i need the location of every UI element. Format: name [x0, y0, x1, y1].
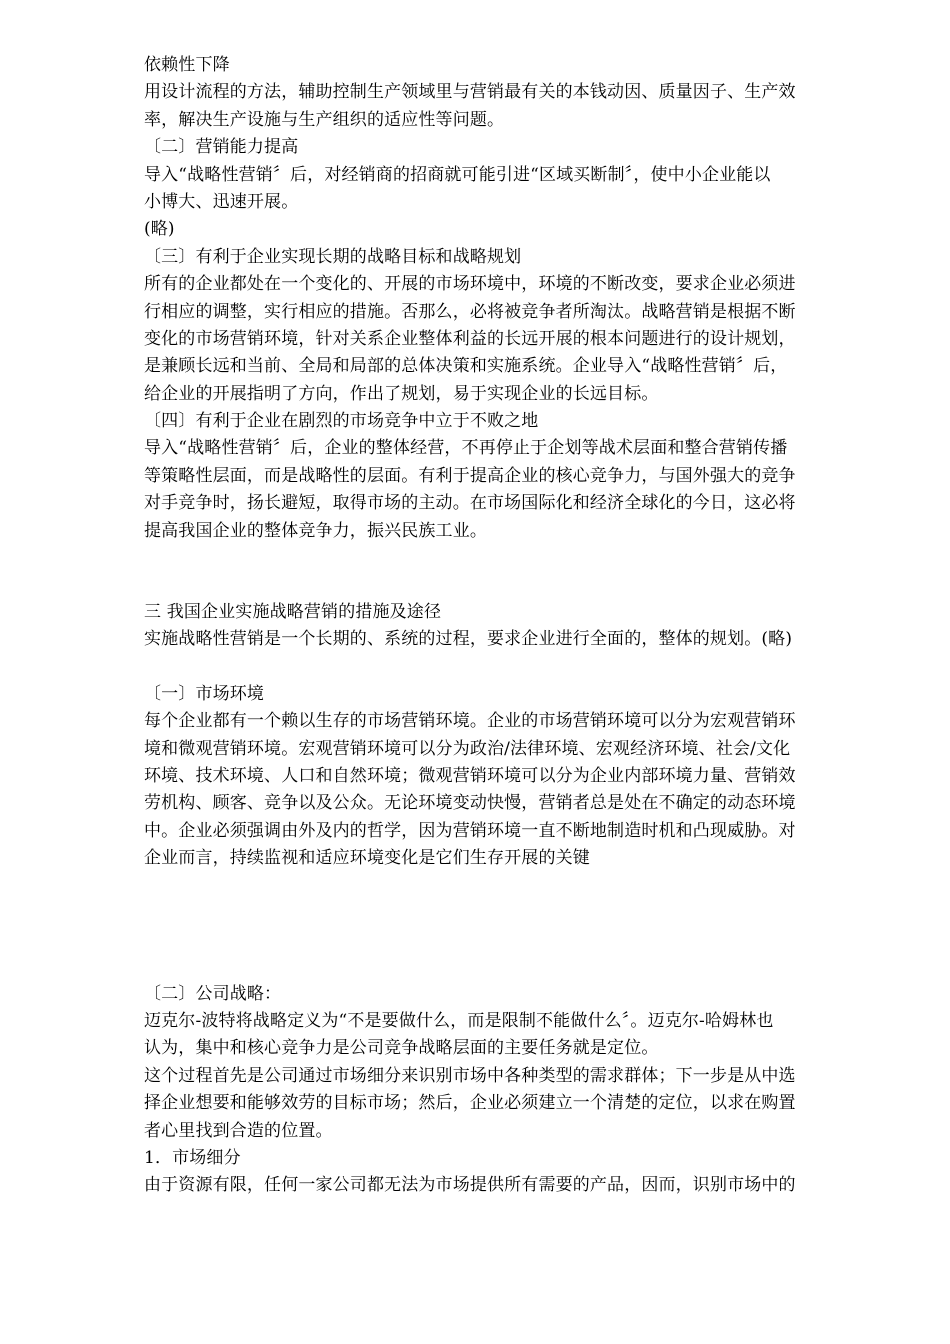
text-line: 环境、技术环境、人口和自然环境；微观营销环境可以分为企业内部环境力量、营销效	[144, 765, 796, 786]
text-line: 认为，集中和核心竞争力是公司竞争战略层面的主要任务就是定位。	[144, 1038, 659, 1059]
chapter-heading: 三 我国企业实施战略营销的措施及途径	[144, 602, 442, 623]
text-line: 者心里找到合造的位置。	[144, 1120, 333, 1141]
text-line: 等策略性层面，而是战略性的层面。有利于提高企业的核心竞争力，与国外强大的竞争	[144, 465, 796, 486]
text-line: 择企业想要和能够效劳的目标市场；然后，企业必须建立一个清楚的定位，以求在购置	[144, 1093, 796, 1114]
text-line: 企业而言，持续监视和适应环境变化是它们生存开展的关键	[144, 848, 590, 869]
text-line: 对手竞争时，扬长避短，取得市场的主动。在市场国际化和经济全球化的今日，这必将	[144, 493, 796, 514]
spacer	[144, 873, 874, 981]
text-line: 所有的企业都处在一个变化的、开展的市场环境中，环境的不断改变，要求企业必须进	[144, 274, 796, 295]
text-line: 行相应的调整，实行相应的措施。否那么，必将被竞争者所淘汰。战略营销是根据不断	[144, 301, 796, 322]
text-line: 是兼顾长远和当前、全局和局部的总体决策和实施系统。企业导入“战略性营销〞后，	[144, 356, 788, 377]
text-line: 依赖性下降	[144, 55, 230, 75]
text-line: 这个过程首先是公司通过市场细分来识别市场中各种类型的需求群体；下一步是从中选	[144, 1065, 796, 1086]
text-line: 每个企业都有一个赖以生存的市场营销环境。企业的市场营销环境可以分为宏观营销环	[144, 711, 796, 732]
text-line: 用设计流程的方法，辅助控制生产领域里与营销最有关的本钱动因、质量因子、生产效	[144, 82, 796, 103]
subsection-heading: 1．市场细分	[144, 1147, 241, 1168]
text-line: 导入“战略性营销〞后，对经销商的招商就可能引进“区域买断制〞，使中小企业能以	[144, 164, 771, 185]
text-line: 变化的市场营销环境，针对关系企业整体利益的长远开展的根本问题进行的设计规划，	[144, 328, 796, 349]
document-page	[144, 52, 874, 1200]
text-line: 率，解决生产设施与生产组织的适应性等问题。	[144, 109, 505, 130]
text-line: 给企业的开展指明了方向，作出了规划，易于实现企业的长远目标。	[144, 383, 659, 404]
text-line: 劳机构、顾客、竞争以及公众。无论环境变动快慢，营销者总是处在不确定的动态环境	[144, 793, 796, 814]
section-heading: 〔二〕公司战略：	[144, 983, 282, 1004]
text-line: 导入“战略性营销〞后，企业的整体经营，不再停止于企划等战术层面和整合营销传播	[144, 438, 788, 459]
section-heading: 〔二〕营销能力提高	[144, 137, 299, 158]
section-heading: 〔三〕有利于企业实现长期的战略目标和战略规划	[144, 246, 522, 267]
text-line: 中。企业必须强调由外及内的哲学，因为营销环境一直不断地制造时机和凸现威胁。对	[144, 820, 796, 841]
section-heading: 〔一〕市场环境	[144, 683, 265, 704]
text-line: 由于资源有限，任何一家公司都无法为市场提供所有需要的产品，因而，识别市场中的	[144, 1175, 796, 1196]
text-line: (略)	[144, 219, 175, 240]
spacer	[144, 654, 874, 681]
text-line: 提高我国企业的整体竞争力，振兴民族工业。	[144, 520, 487, 541]
text-line: 境和微观营销环境。宏观营销环境可以分为政治/法律环境、宏观经济环境、社会/文化	[144, 738, 791, 759]
section-heading: 〔四〕有利于企业在剧烈的市场竞争中立于不败之地	[144, 411, 539, 432]
text-line: 小博大、迅速开展。	[144, 191, 299, 212]
text-line: 迈克尔-波特将战略定义为“不是要做什么，而是限制不能做什么〞。迈克尔-哈姆林也	[144, 1010, 774, 1031]
text-line: 实施战略性营销是一个长期的、系统的过程，要求企业进行全面的，整体的规划。(略)	[144, 629, 793, 650]
spacer	[144, 545, 874, 599]
